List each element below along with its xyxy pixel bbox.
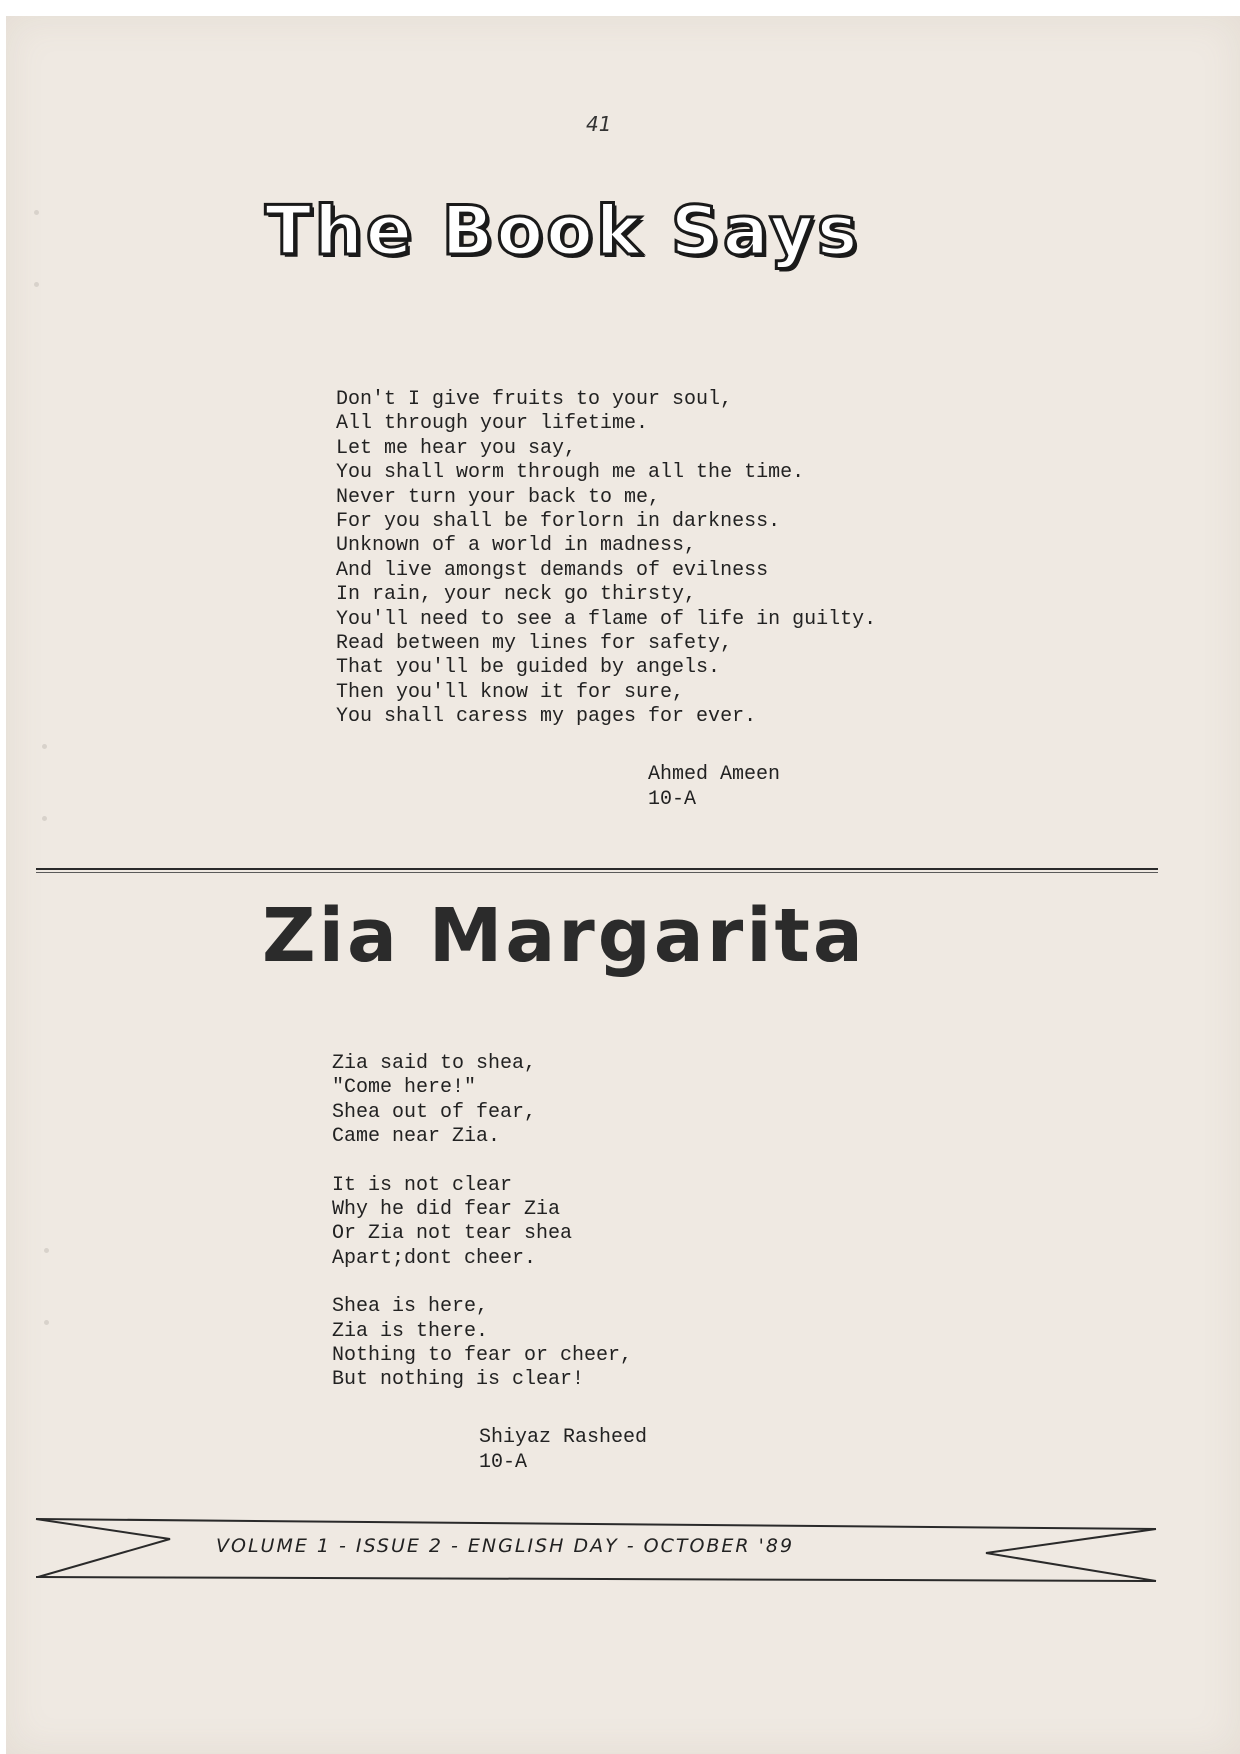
punch-hole [44, 1320, 49, 1325]
punch-hole [34, 210, 39, 215]
poem-the-book-says-byline [648, 762, 780, 812]
punch-hole [34, 282, 39, 287]
poem-line: All through your lifetime. [336, 412, 649, 436]
poem-line: Or Zia not tear shea [332, 1222, 573, 1246]
author-class: 10-A [479, 1451, 528, 1474]
poem-line: Then you'll know it for sure, [336, 680, 685, 704]
poem-line: Never turn your back to me, [336, 485, 661, 509]
poem-line: Why he did fear Zia [332, 1198, 561, 1222]
poem-line: Read between my lines for safety, [336, 632, 733, 656]
poem-line: You shall worm through me all the time. [336, 461, 805, 485]
poem-title-the-book-says: The Book Says [265, 192, 861, 271]
footer-banner [34, 1515, 1158, 1585]
poem-stanza [332, 1174, 632, 1272]
poem-line: Came near Zia. [332, 1125, 501, 1149]
poem-line: Apart;dont cheer. [332, 1246, 537, 1270]
poem-line: Shea out of fear, [332, 1100, 537, 1124]
paper-sheet [6, 16, 1240, 1754]
poem-line: Let me hear you say, [336, 436, 577, 460]
poem-line: Shea is here, [332, 1295, 489, 1319]
poem-line: Don't I give fruits to your soul, [336, 388, 733, 411]
poem-line: It is not clear [332, 1173, 513, 1197]
poem-title-zia-margarita: Zia Margarita [262, 893, 866, 979]
poem-line: Unknown of a world in madness, [336, 534, 697, 558]
poem-zia-margarita-body [332, 1052, 632, 1393]
poem-line: In rain, your neck go thirsty, [336, 583, 697, 607]
poem-the-book-says-body [336, 388, 876, 730]
poem-line: "Come here!" [332, 1076, 477, 1100]
page-number: 41 [586, 112, 612, 136]
poem-line: You shall caress my pages for ever. [336, 705, 757, 729]
poem-line: Zia is there. [332, 1319, 489, 1343]
poem-line: You'll need to see a flame of life in guilty. [336, 607, 877, 631]
punch-hole [44, 1248, 49, 1253]
punch-hole [42, 816, 47, 821]
section-divider [36, 868, 1158, 874]
poem-line: For you shall be forlorn in darkness. [336, 510, 781, 534]
poem-zia-margarita-byline [479, 1425, 647, 1475]
poem-line: Zia said to shea, [332, 1052, 537, 1075]
author-name: Ahmed Ameen [648, 763, 781, 786]
poem-line: And live amongst demands of evilness [336, 558, 769, 582]
poem-line: Nothing to fear or cheer, [332, 1344, 633, 1368]
poem-stanza [332, 1052, 632, 1150]
poem-line: That you'll be guided by angels. [336, 656, 721, 680]
issue-info-text: VOLUME 1 - ISSUE 2 - ENGLISH DAY - OCTOBER '89 [216, 1535, 795, 1557]
author-class: 10-A [648, 788, 697, 811]
punch-hole [42, 744, 47, 749]
author-name: Shiyaz Rasheed [479, 1426, 648, 1449]
poem-stanza [332, 1295, 632, 1393]
poem-line: But nothing is clear! [332, 1368, 585, 1392]
